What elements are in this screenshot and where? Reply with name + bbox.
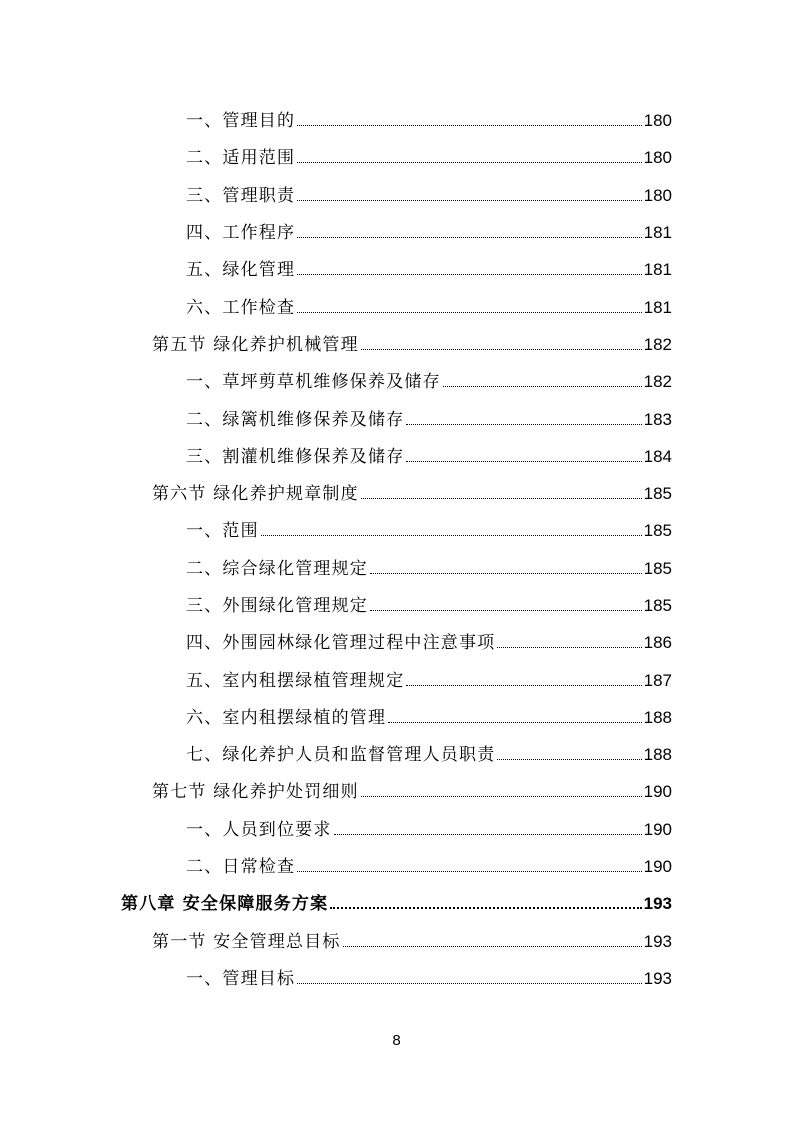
- toc-entry-label: 三、外围绿化管理规定: [186, 596, 368, 616]
- toc-entry-label: 六、室内租摆绿植的管理: [186, 707, 387, 728]
- toc-entry[interactable]: [0, 697, 793, 734]
- toc-entry[interactable]: [0, 249, 793, 286]
- toc-entry-label: 三、管理职责: [186, 185, 296, 206]
- toc-entry-label: 一、人员到位要求: [186, 819, 332, 840]
- dot-leader: [297, 871, 641, 872]
- toc-entry[interactable]: [0, 398, 793, 435]
- toc-entry-page: 187: [643, 670, 672, 690]
- toc-entry-label: 五、绿化管理: [186, 260, 296, 281]
- dot-leader: [406, 685, 641, 686]
- toc-entry[interactable]: [0, 100, 793, 137]
- dot-leader: [297, 162, 641, 163]
- toc-entry-page: 186: [643, 633, 672, 653]
- dot-leader: [361, 498, 642, 499]
- toc-entry[interactable]: [0, 286, 793, 323]
- toc-entry-page: 190: [643, 857, 672, 877]
- toc-entry[interactable]: [0, 958, 793, 995]
- toc-entry[interactable]: [0, 734, 793, 771]
- toc-entry[interactable]: [0, 771, 793, 808]
- toc-entry-page: 181: [643, 223, 672, 243]
- toc-entry-label: 二、日常检查: [186, 857, 296, 878]
- toc-entry-page: 185: [643, 596, 672, 615]
- table-of-contents: [0, 100, 793, 995]
- toc-entry-label: 第七节 绿化养护处罚细则: [152, 782, 359, 803]
- toc-entry[interactable]: [0, 137, 793, 174]
- dot-leader: [406, 461, 641, 462]
- toc-entry[interactable]: [0, 548, 793, 585]
- dot-leader: [497, 759, 641, 760]
- toc-entry[interactable]: [0, 921, 793, 958]
- dot-leader: [297, 237, 641, 238]
- toc-entry-page: 190: [643, 782, 672, 802]
- toc-entry-label: 二、绿篱机维修保养及储存: [186, 409, 405, 430]
- toc-entry-label: 第六节 绿化养护规章制度: [152, 484, 359, 505]
- toc-entry-page: 182: [643, 372, 672, 392]
- toc-entry-page: 193: [643, 894, 672, 914]
- toc-entry-label: 六、工作检查: [186, 297, 296, 318]
- toc-entry-label: 五、室内租摆绿植管理规定: [186, 670, 405, 691]
- toc-entry-label: 第五节 绿化养护机械管理: [152, 334, 359, 355]
- page-number: 8: [392, 1032, 401, 1049]
- toc-entry[interactable]: [0, 473, 793, 510]
- toc-entry-page: 183: [643, 409, 672, 429]
- dot-leader: [261, 535, 642, 536]
- toc-entry-label: 一、范围: [186, 521, 259, 542]
- dot-leader: [497, 647, 641, 648]
- toc-entry[interactable]: [0, 883, 793, 920]
- toc-entry[interactable]: [0, 809, 793, 846]
- dot-leader: [297, 125, 641, 126]
- dot-leader: [297, 983, 641, 984]
- dot-leader: [330, 907, 641, 909]
- toc-entry-label: 七、绿化养护人员和监督管理人员职责: [186, 745, 496, 766]
- toc-entry-page: 180: [643, 148, 672, 168]
- dot-leader: [343, 946, 642, 947]
- toc-entry-page: 188: [643, 745, 672, 765]
- toc-entry[interactable]: [0, 175, 793, 212]
- dot-leader: [406, 424, 641, 425]
- toc-entry-page: 188: [643, 707, 672, 727]
- toc-entry-label: 二、综合绿化管理规定: [186, 558, 368, 579]
- toc-entry-page: 182: [643, 334, 672, 354]
- dot-leader: [388, 722, 641, 723]
- toc-entry-page: 181: [643, 260, 672, 280]
- dot-leader: [370, 573, 642, 574]
- dot-leader: [334, 834, 642, 835]
- toc-entry-label: 四、外围园林绿化管理过程中注意事项: [186, 633, 496, 654]
- toc-entry-page: 181: [643, 297, 672, 317]
- dot-leader: [361, 349, 642, 350]
- dot-leader: [370, 610, 642, 611]
- toc-entry[interactable]: [0, 510, 793, 547]
- toc-entry-label: 三、割灌机维修保养及储存: [186, 446, 405, 467]
- toc-entry-label: 四、工作程序: [186, 223, 296, 244]
- toc-entry[interactable]: [0, 622, 793, 659]
- toc-entry-label: 二、适用范围: [186, 148, 296, 169]
- dot-leader: [297, 200, 641, 201]
- toc-entry-page: 190: [643, 819, 672, 839]
- dot-leader: [361, 796, 642, 797]
- dot-leader: [297, 312, 641, 313]
- toc-entry-page: 180: [643, 185, 672, 205]
- toc-entry[interactable]: [0, 436, 793, 473]
- toc-entry-page: 193: [643, 931, 672, 951]
- toc-entry-label: 一、管理目标: [186, 968, 296, 989]
- toc-entry[interactable]: [0, 212, 793, 249]
- toc-entry-page: 185: [643, 558, 672, 578]
- toc-entry[interactable]: [0, 659, 793, 696]
- dot-leader: [443, 386, 642, 387]
- toc-entry-label: 一、管理目的: [186, 111, 296, 132]
- toc-entry[interactable]: [0, 361, 793, 398]
- toc-entry[interactable]: [0, 585, 793, 622]
- toc-entry-page: 184: [643, 446, 672, 466]
- toc-entry-page: 185: [643, 484, 672, 504]
- toc-entry-page: 180: [643, 111, 672, 131]
- toc-entry-label: 第八章 安全保障服务方案: [121, 894, 329, 915]
- toc-entry-page: 193: [643, 968, 672, 988]
- toc-entry-label: 一、草坪剪草机维修保养及储存: [186, 372, 441, 393]
- toc-entry-label: 第一节 安全管理总目标: [152, 931, 341, 952]
- toc-entry[interactable]: [0, 324, 793, 361]
- dot-leader: [297, 274, 641, 275]
- toc-entry-page: 185: [643, 521, 672, 541]
- toc-entry[interactable]: [0, 846, 793, 883]
